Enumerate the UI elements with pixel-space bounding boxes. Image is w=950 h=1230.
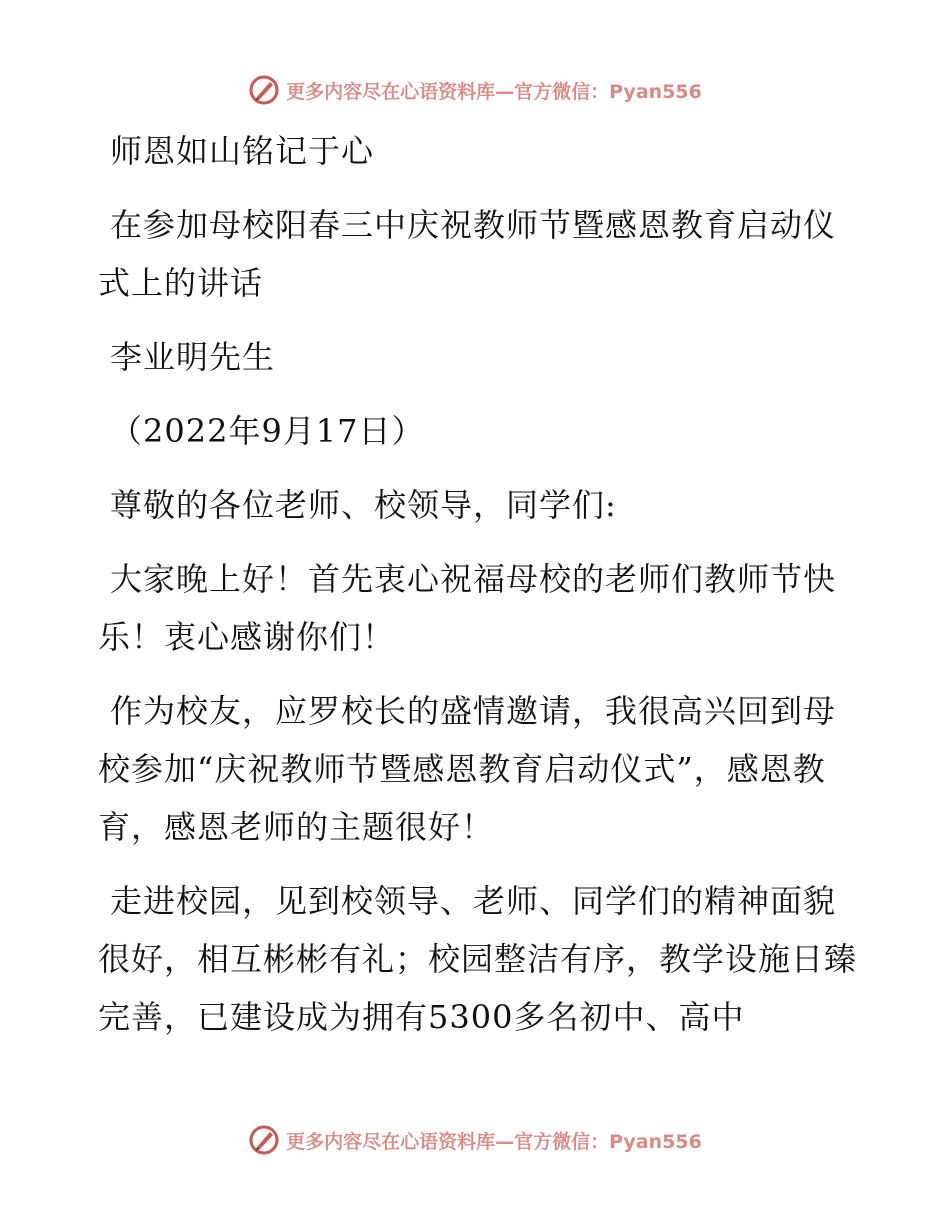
watermark-text: 更多内容尽在心语资料库—官方微信：Pyan556 [286, 80, 702, 103]
salutation-paragraph: 尊敬的各位老师、校领导，同学们: [110, 486, 617, 524]
document-subtitle: 在参加母校阳春三中庆祝教师节暨感恩教育启动仪式上的讲话 [98, 206, 837, 302]
watermark-text: 更多内容尽在心语资料库—官方微信：Pyan556 [286, 1130, 702, 1153]
speech-document [98, 122, 858, 1062]
footer-watermark-banner [0, 1120, 950, 1160]
document-author: 李业明先生 [110, 338, 276, 376]
quill-pen-logo-icon [248, 1124, 280, 1156]
document-title: 师恩如山铭记于心 [110, 132, 375, 170]
header-watermark-banner [0, 70, 950, 110]
body-paragraph: 走进校园，见到校领导、老师、同学们的精神面貌很好，相互彬彬有礼；校园整洁有序，教学设施日臻完善，已建设成为拥有5300多名初中、高中 [98, 882, 858, 1036]
quill-pen-logo-icon [248, 74, 280, 106]
body-paragraph: 作为校友，应罗校长的盛情邀请，我很高兴回到母校参加“庆祝教师节暨感恩教育启动仪式”，感恩教育，感恩老师的主题很好！ [98, 692, 837, 846]
document-date: （2022年9月17日） [110, 412, 425, 450]
body-paragraph: 大家晚上好！首先衷心祝福母校的老师们教师节快乐！衷心感谢你们！ [98, 560, 837, 656]
